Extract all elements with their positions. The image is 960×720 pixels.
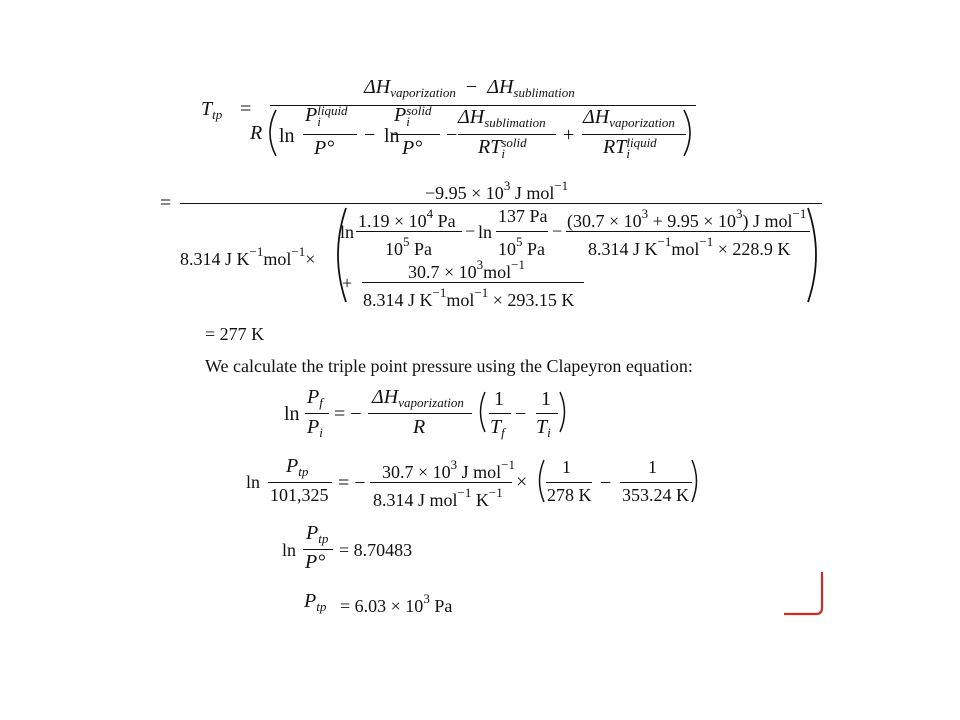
ln-label: ln <box>282 540 297 560</box>
eq2-main-fraction-bar <box>180 203 822 204</box>
eq1-right-paren <box>682 108 698 158</box>
eq4-num: $30.7 \times 10^3$ J mol$^{-1}$ <box>382 457 516 482</box>
frac1-num: $1.19 \times 10^4$ Pa <box>358 206 456 231</box>
p-standard: P° <box>314 137 335 159</box>
frac2-num: 137 Pa <box>498 206 548 226</box>
ln-label: ln <box>340 222 355 242</box>
eq4-den: 8.314 J mol$^{-1}$ $K^{-1}$ <box>373 485 503 510</box>
eq3-right-paren <box>558 390 570 434</box>
p-standard: P° <box>402 137 423 159</box>
p-f: $P_f$ <box>307 386 323 410</box>
frac4-den: 8.314 J $K^{-1}mol^{-1} \times 293.15$ K <box>363 285 575 310</box>
p-solid: Psolid i <box>394 103 432 130</box>
eq4-right-paren <box>690 458 702 504</box>
frac1-den: $10^5$ Pa <box>385 234 432 259</box>
t-i: $T_i$ <box>536 416 551 440</box>
rt-liquid: RTliquid i <box>603 135 657 162</box>
eq3-left-paren <box>475 390 487 434</box>
gas-constant-r: R <box>250 122 263 144</box>
ln-label: ln <box>279 125 295 147</box>
p-tp: $P_{tp}$ <box>306 522 329 546</box>
ln-label: ln <box>384 125 400 147</box>
rt-solid: RTsolid i <box>478 135 527 162</box>
p-i: $P_i$ <box>307 416 323 440</box>
eq2-right-paren <box>806 206 826 304</box>
ptp-result-value: = $6.03 \times 10^3$ Pa <box>340 591 453 616</box>
frac2-den: $10^5$ Pa <box>498 234 545 259</box>
frac4-num: $30.7 \times 10^3mol^{-1}$ <box>408 257 526 282</box>
corner-bracket-mark <box>782 570 828 620</box>
t-f: $T_f$ <box>490 416 505 440</box>
ln-ratio-value: = 8.70483 <box>339 540 413 560</box>
eq1-numerator: $\Delta H_{vaporization} - \Delta H_{sublimation}$ <box>364 76 575 100</box>
dh-vaporization: $\Delta H_{vaporization}$ <box>583 106 675 130</box>
body-sentence: We calculate the triple point pressure using the Clapeyron equation: <box>205 356 693 376</box>
eq2-prefactor: 8.314 J $K^{-1}mol^{-1}\times$ <box>180 244 316 269</box>
p-liquid: Pliquid i <box>305 103 348 130</box>
ln-label: ln <box>284 403 300 425</box>
p-tp: $P_{tp}$ <box>304 590 327 614</box>
eq2-numerator: $-9.95 \times 10^3$ J mol$^{-1}$ <box>425 178 569 203</box>
frac3-num: $(30.7 \times 10^3 + 9.95 \times 10^3)$ J mol$^{-1}$ <box>567 206 807 231</box>
eq1-left-paren <box>262 108 278 158</box>
ln-label: ln <box>246 472 261 492</box>
dh-vaporization: $\Delta H_{vaporization}$ <box>372 386 464 410</box>
p-standard: P° <box>305 551 326 573</box>
ln-label: ln <box>478 222 493 242</box>
p-tp: $P_{tp}$ <box>286 455 309 479</box>
standard-pressure-value: 101,325 <box>270 485 329 505</box>
ttp-symbol: $T_{tp}$ <box>201 98 223 122</box>
dh-sublimation: $\Delta H_{sublimation}$ <box>458 106 546 130</box>
frac3-den: 8.314 J $K^{-1}mol^{-1} \times 228.9$ K <box>588 234 791 259</box>
eq4-left-paren <box>534 458 546 504</box>
result-ttp: = 277 K <box>205 324 265 344</box>
gas-constant-r: R <box>413 416 426 438</box>
